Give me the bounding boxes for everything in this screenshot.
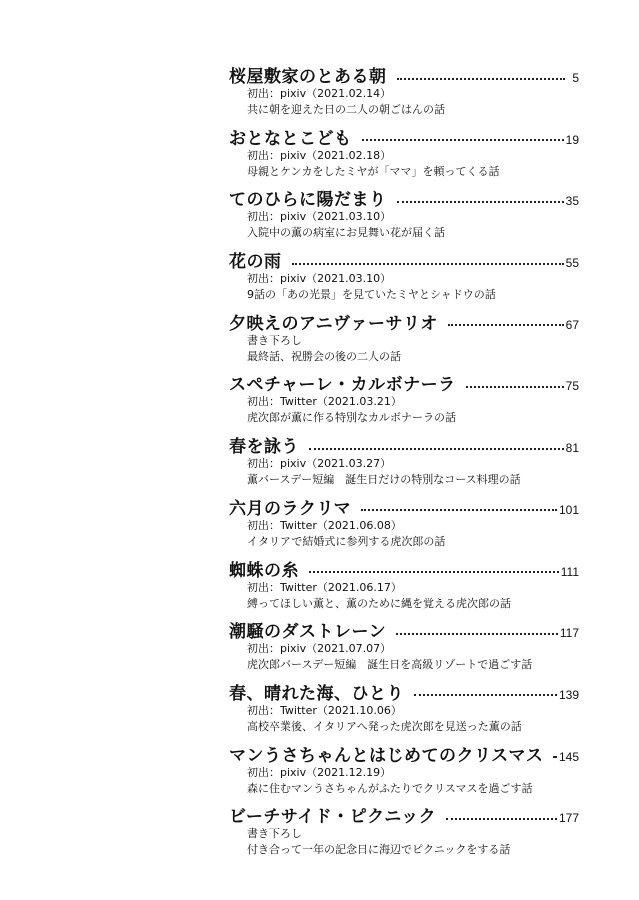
toc-title-row <box>229 247 579 271</box>
toc-entry <box>229 802 579 864</box>
toc-source: 初出：pixiv（2021.02.18） <box>247 148 392 162</box>
dot-leader <box>396 632 558 635</box>
toc-title-row <box>229 370 579 394</box>
toc-source: 初出：pixiv（2021.12.19） <box>247 765 392 779</box>
toc-title-row <box>229 679 579 703</box>
toc-description: 高校卒業後、イタリアへ発った虎次郎を見送った薫の話 <box>247 719 522 733</box>
toc-entry <box>229 185 579 247</box>
toc-description: 最終話、祝勝会の後の二人の話 <box>247 349 401 363</box>
toc-title-row <box>229 62 579 86</box>
toc-title: 夕映えのアニヴァーサリオ <box>229 313 438 334</box>
toc-page-number: 139 <box>558 687 579 702</box>
toc-title: ビーチサイド・ピクニック <box>229 807 437 828</box>
toc-title: 春、晴れた海、ひとり <box>229 683 404 704</box>
toc-page-number: 67 <box>565 317 579 332</box>
toc-description: 共に朝を迎えた日の二人の朝ごはんの話 <box>247 103 445 116</box>
dot-leader <box>466 385 564 388</box>
dot-leader <box>361 508 557 511</box>
dot-leader <box>446 817 557 820</box>
toc-source: 初出：Twitter（2021.06.08） <box>247 518 402 532</box>
toc-description: 9話の「あの光景」を見ていたミヤとシャドウの話 <box>247 288 496 302</box>
dot-leader <box>309 570 559 573</box>
toc-title-row <box>229 309 579 333</box>
dot-leader <box>397 200 564 203</box>
toc-entry <box>229 494 579 556</box>
toc-title: てのひらに陽だまり <box>229 190 387 211</box>
toc-title: 花の雨 <box>229 252 282 273</box>
toc-title: おとなとこども <box>229 128 352 149</box>
toc-page-number: 101 <box>558 502 579 517</box>
dot-leader <box>448 323 564 326</box>
toc-description: 薫バースデー短編 誕生日だけの特別なコース料理の話 <box>247 473 521 487</box>
toc-page-number: 117 <box>559 626 579 641</box>
toc-description: 入院中の薫の病室にお見舞い花が届く話 <box>247 226 445 240</box>
toc-title: 春を詠う <box>229 437 299 458</box>
toc-description: 虎次郎バースデー短編 誕生日を高級リゾートで過ごす話 <box>247 658 533 672</box>
toc-title-row <box>229 556 579 580</box>
toc-page-number: 55 <box>565 256 579 271</box>
dot-leader <box>362 138 564 141</box>
toc-title: 蜘蛛の糸 <box>229 560 299 581</box>
toc-title: マンうさちゃんとはじめてのクリスマス <box>229 745 544 766</box>
toc-description: イタリアで結婚式に参列する虎次郎の話 <box>247 534 446 548</box>
toc-page-number: 111 <box>560 564 579 579</box>
toc-source: 初出：pixiv（2021.07.07） <box>247 642 392 656</box>
toc-source: 初出：pixiv（2021.03.27） <box>247 457 392 471</box>
toc-title: 桜屋敷家のとある朝 <box>229 67 387 87</box>
toc-entry <box>229 741 579 803</box>
toc-source: 初出：Twitter（2021.06.17） <box>247 580 402 594</box>
toc-title-row <box>229 617 579 641</box>
toc-source: 書き下ろし <box>247 333 302 347</box>
toc-title: 潮騒のダストレーン <box>229 622 387 643</box>
toc-title-row <box>229 124 579 148</box>
toc-entry <box>229 617 579 679</box>
toc-description: 縛ってほしい薫と、薫のために縄を覚える虎次郎の話 <box>247 596 511 610</box>
toc-entry <box>229 62 579 124</box>
toc-entry <box>229 556 579 618</box>
toc-page-number: 35 <box>565 194 579 209</box>
toc-description: 付き合って一年の記念日に海辺でピクニックをする話 <box>247 843 511 857</box>
toc-entry <box>229 432 579 494</box>
toc-title-row <box>229 494 579 518</box>
toc-page-number: 177 <box>558 811 579 826</box>
toc-entry <box>229 247 579 309</box>
toc-title-row <box>229 432 579 456</box>
toc-source: 初出：Twitter（2021.10.06） <box>247 703 402 717</box>
toc-description: 森に住むマンうさちゃんがふたりでクリスマスを過ごす話 <box>247 781 533 795</box>
toc-title-row <box>229 741 579 765</box>
toc-description: 母親とケンカをしたミヤが「ママ」を頼ってくる話 <box>247 164 500 178</box>
toc-source: 初出：pixiv（2021.03.10） <box>247 210 392 224</box>
toc-title-row <box>229 185 579 209</box>
toc-title: 六月のラクリマ <box>229 498 352 519</box>
toc-title-row <box>229 802 579 826</box>
toc-source: 書き下ろし <box>247 827 302 841</box>
toc-source: 初出：pixiv（2021.02.14） <box>247 87 392 100</box>
table-of-contents <box>229 62 579 864</box>
toc-source: 初出：pixiv（2021.03.10） <box>247 272 392 286</box>
dot-leader <box>292 262 564 265</box>
toc-description: 虎次郎が薫に作る特別なカルボナーラの話 <box>247 411 456 425</box>
toc-page-number: 75 <box>565 379 579 394</box>
toc-entry <box>229 309 579 371</box>
toc-page-number: 81 <box>565 441 579 456</box>
toc-entry <box>229 679 579 741</box>
toc-source: 初出：Twitter（2021.03.21） <box>247 395 402 409</box>
dot-leader <box>309 447 564 450</box>
toc-entry <box>229 370 579 432</box>
dot-leader <box>553 755 557 758</box>
dot-leader <box>414 693 557 696</box>
toc-title: スペチャーレ・カルボナーラ <box>229 375 456 396</box>
dot-leader <box>397 77 566 80</box>
toc-page-number: 19 <box>565 132 579 147</box>
toc-page-number: 145 <box>558 749 579 764</box>
toc-entry <box>229 124 579 186</box>
toc-page-number: 5 <box>572 71 579 85</box>
